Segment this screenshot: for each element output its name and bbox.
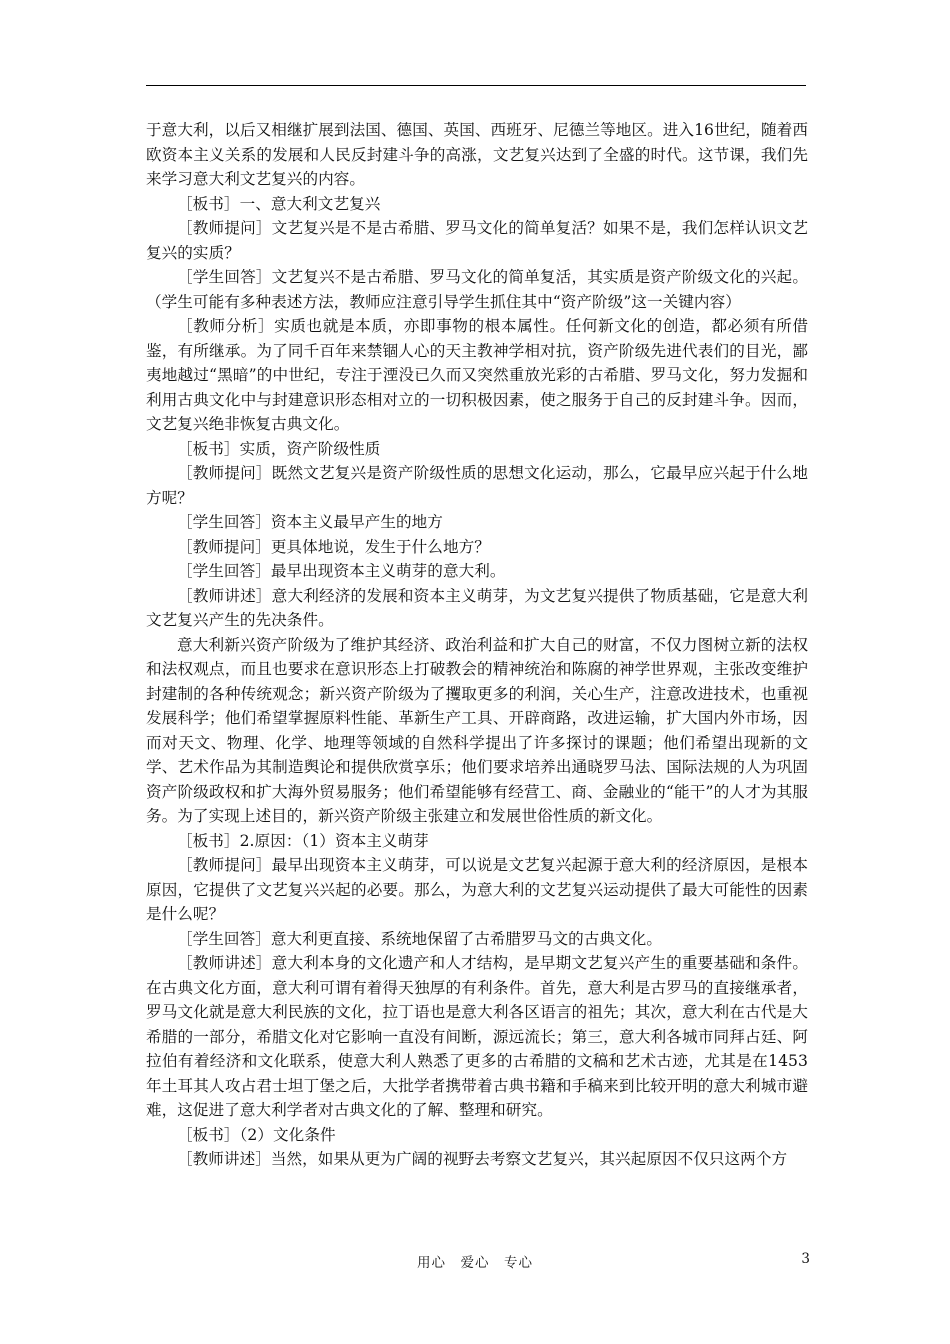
paragraph: ［板书］（2）文化条件 <box>177 1125 336 1144</box>
paragraph: 于意大利，以后又相继扩展到法国、德国、英国、西班牙、尼德兰等地区。进入16世纪，随着西欧资本主义关系的发展和人民反封建斗争的高涨，文艺复兴达到了全盛的时代。这节课，我们先来学习意大利文艺复兴的内容。 <box>146 121 808 188</box>
header-rule <box>146 85 806 86</box>
paragraph: ［教师提问］既然文艺复兴是资产阶级性质的思想文化运动，那么，它最早应兴起于什么地方呢？ <box>146 464 808 507</box>
paragraph: ［板书］一、意大利文艺复兴 <box>177 194 381 213</box>
paragraph: ［学生回答］文艺复兴不是古希腊、罗马文化的简单复活，其实质是资产阶级文化的兴起。（学生可能有多种表述方法，教师应注意引导学生抓住其中“资产阶级”这一关键内容） <box>146 268 808 311</box>
paragraph: ［学生回答］最早出现资本主义萌芽的意大利。 <box>177 562 506 580</box>
paragraph: ［学生回答］意大利更直接、系统地保留了古希腊罗马文的古典文化。 <box>177 929 662 948</box>
paragraph: ［教师分析］实质也就是本质，亦即事物的根本属性。任何新文化的创造，都必须有所借鉴，有所继承。为了同千百年来禁锢人心的天主教神学相对抗，资产阶级先进代表们的目光，鄙夷地越过“黑暗”的中世纪，专注于湮没已久而又突然重放光彩的古希腊、罗马文化，努力发掘和利用古典文化中与封建意识形态相对立的一切积极因素，使之服务于自己的反封建斗争。因而，文艺复兴绝非恢复古典文化。 <box>146 317 808 433</box>
page-number: 3 <box>801 1251 810 1267</box>
document-body <box>146 118 808 1172</box>
footer-motto: 用心 爱心 专心 <box>417 1255 533 1271</box>
paragraph: 意大利新兴资产阶级为了维护其经济、政治利益和扩大自己的财富，不仅力图树立新的法权和法权观点，而且也要求在意识形态上打破教会的精神统治和陈腐的神学世界观，主张改变维护封建制的各种传统观念；新兴资产阶级为了攫取更多的利润，关心生产，注意改进技术，也重视发展科学；他们希望掌握原料性能、革新生产工具、开辟商路，改进运输，扩大国内外市场，因而对天文、物理、化学、地理等领域的自然科学提出了许多探讨的课题；他们希望出现新的文学、艺术作品为其制造舆论和提供欣赏享乐；他们要求培养出通晓罗马法、国际法规的人为巩固资产阶级政权和扩大海外贸易服务；他们希望能够有经营工、商、金融业的“能干”的人才为其服务。为了实现上述目的，新兴资产阶级主张建立和发展世俗性质的新文化。 <box>146 635 808 825</box>
paragraph: ［学生回答］资本主义最早产生的地方 <box>177 513 443 531</box>
paragraph: ［教师讲述］意大利本身的文化遗产和人才结构，是早期文艺复兴产生的重要基础和条件。在古典文化方面，意大利可谓有着得天独厚的有利条件。首先，意大利是古罗马的直接继承者，罗马文化就是意大利民族的文化，拉丁语也是意大利各区语言的祖先；其次，意大利在古代是大希腊的一部分，希腊文化对它影响一直没有间断，源远流长；第三，意大利各城市同拜占廷、阿拉伯有着经济和文化联系，使意大利人熟悉了更多的古希腊的文稿和艺术古迹，尤其是在1453年土耳其人攻占君士坦丁堡之后，大批学者携带着古典书籍和手稿来到比较开明的意大利城市避难，这促进了意大利学者对古典文化的了解、整理和研究。 <box>146 954 808 1119</box>
paragraph: ［教师提问］最早出现资本主义萌芽，可以说是文艺复兴起源于意大利的经济原因，是根本原因，它提供了文艺复兴兴起的必要。那么，为意大利的文艺复兴运动提供了最大可能性的因素是什么呢？ <box>146 856 808 923</box>
paragraph: ［板书］2.原因：（1）资本主义萌芽 <box>177 831 429 850</box>
paragraph: ［教师讲述］当然，如果从更为广阔的视野去考察文艺复兴，其兴起原因不仅只这两个方 <box>177 1150 788 1168</box>
paragraph: ［教师提问］更具体地说，发生于什么地方？ <box>177 537 490 556</box>
paragraph: ［教师提问］文艺复兴是不是古希腊、罗马文化的简单复活？如果不是，我们怎样认识文艺复兴的实质？ <box>146 219 808 262</box>
paragraph: ［板书］实质，资产阶级性质 <box>177 439 381 458</box>
paragraph: ［教师讲述］意大利经济的发展和资本主义萌芽，为文艺复兴提供了物质基础，它是意大利文艺复兴产生的先决条件。 <box>146 586 808 629</box>
